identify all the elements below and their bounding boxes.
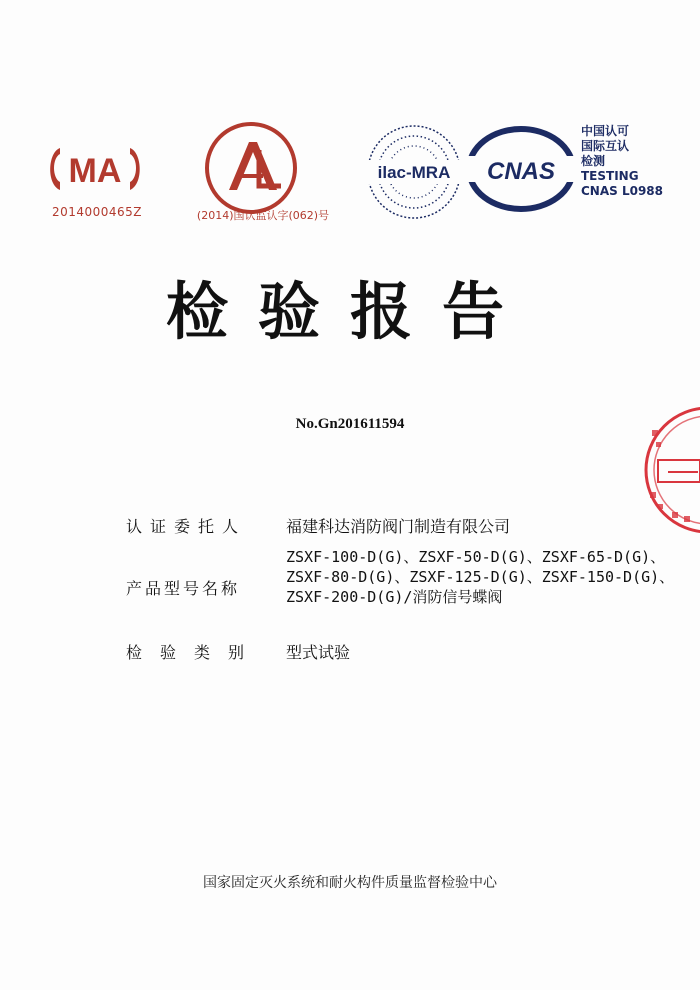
cnas-line: 中国认可 <box>581 124 630 138</box>
field-value-inspection-type: 型式试验 <box>286 643 351 662</box>
ilac-mra-logo <box>358 120 470 224</box>
field-value-product: ZSXF-100-D(G)、ZSXF-50-D(G)、ZSXF-65-D(G)、ZSXF-80-D(G)、ZSXF-125-D(G)、ZSXF-150-D(G)、ZSXF-200-D(G)/消防信号蝶阀 <box>286 548 675 606</box>
field-label-product: 产品型号名称 <box>126 579 241 598</box>
cnas-text-block <box>581 124 663 199</box>
cma-code: 2014000465Z <box>51 205 143 219</box>
issuing-organization: 国家固定灭火系统和耐火构件质量监督检验中心 <box>203 875 497 891</box>
report-number: No.Gn201611594 <box>295 416 405 432</box>
cnas-logo <box>465 124 577 214</box>
cnas-line: TESTING <box>581 169 639 183</box>
cal-logo <box>203 120 299 216</box>
cnas-line: 国际互认 <box>581 139 630 153</box>
svg-text:ilac-MRA: ilac-MRA <box>377 163 451 182</box>
svg-text:MA: MA <box>68 152 122 190</box>
cnas-line: 检测 <box>581 154 606 168</box>
report-title: 检验报告 <box>165 275 534 348</box>
red-stamp <box>638 400 700 540</box>
field-label-client: 认证委托人 <box>126 517 247 536</box>
cal-code: (2014)国认监认字(062)号 <box>196 209 330 222</box>
field-value-client: 福建科达消防阀门制造有限公司 <box>286 517 511 536</box>
cnas-line: CNAS L0988 <box>581 184 664 198</box>
svg-text:CNAS: CNAS <box>486 158 556 185</box>
field-label-inspection-type: 检验类别 <box>126 643 263 662</box>
